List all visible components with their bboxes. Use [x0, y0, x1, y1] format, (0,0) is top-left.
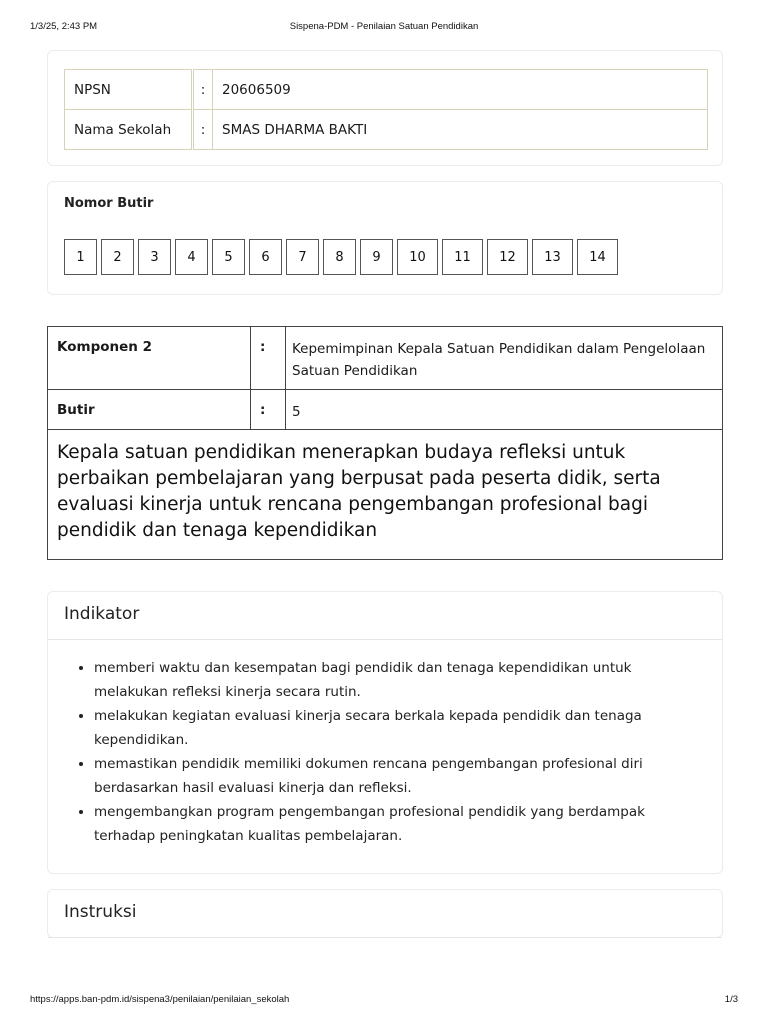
butir-button-2[interactable]: 2	[101, 239, 134, 275]
school-info-table	[64, 69, 708, 150]
butir-nav-title: Nomor Butir	[64, 196, 154, 211]
npsn-separator: :	[193, 70, 213, 110]
indikator-item: • melakukan kegiatan evaluasi kinerja secara berkala kepada pendidik dan tenaga kependidikan.	[94, 704, 702, 752]
school-row-npsn	[65, 70, 708, 110]
indikator-item: • memastikan pendidik memiliki dokumen rencana pengembangan profesional diri berdasarkan hasil evaluasi kinerja dan refleksi.	[94, 752, 702, 800]
print-header	[0, 0, 768, 40]
butir-button-9[interactable]: 9	[360, 239, 393, 275]
indikator-item: • memberi waktu dan kesempatan bagi pendidik dan tenaga kependidikan untuk melakukan refleksi kinerja secara rutin.	[94, 656, 702, 704]
npsn-label: NPSN	[65, 70, 193, 110]
school-info-card	[47, 50, 723, 166]
indikator-item: • mengembangkan program pengembangan profesional pendidik yang berdampak terhadap peningkatan kualitas pembelajaran.	[94, 800, 702, 848]
butir-button-3[interactable]: 3	[138, 239, 171, 275]
indikator-card	[47, 591, 723, 874]
component-row	[48, 327, 723, 390]
print-url: https://apps.ban-pdm.id/sispena3/penilaian/penilaian_sekolah	[30, 994, 290, 1005]
component-separator: :	[251, 327, 286, 390]
instruksi-card	[47, 889, 723, 938]
school-name-value: SMAS DHARMA BAKTI	[213, 110, 708, 150]
statement-row	[48, 430, 723, 560]
indikator-list	[48, 640, 722, 848]
butir-button-5[interactable]: 5	[212, 239, 245, 275]
butir-button-11[interactable]: 11	[442, 239, 483, 275]
butir-nav-list	[64, 239, 622, 275]
npsn-value: 20606509	[213, 70, 708, 110]
butir-row	[48, 390, 723, 430]
indikator-title: Indikator	[48, 592, 722, 640]
butir-statement: Kepala satuan pendidikan menerapkan budaya refleksi untuk perbaikan pembelajaran yang berpusat pada peserta didik, serta evaluasi kinerja untuk rencana pengembangan profesional bagi pendidik dan tenaga kependidikan	[48, 430, 723, 560]
school-name-label: Nama Sekolah	[65, 110, 193, 150]
butir-button-8[interactable]: 8	[323, 239, 356, 275]
butir-button-10[interactable]: 10	[397, 239, 438, 275]
butir-button-14[interactable]: 14	[577, 239, 618, 275]
school-row-name	[65, 110, 708, 150]
butir-button-12[interactable]: 12	[487, 239, 528, 275]
butir-button-7[interactable]: 7	[286, 239, 319, 275]
component-table	[47, 326, 723, 560]
component-value: Kepemimpinan Kepala Satuan Pendidikan dalam Pengelolaan Satuan Pendidikan	[286, 327, 723, 390]
print-footer	[0, 990, 768, 1010]
instruksi-title[interactable]: Instruksi	[48, 890, 722, 938]
component-label: Komponen 2	[48, 327, 251, 390]
butir-button-4[interactable]: 4	[175, 239, 208, 275]
butir-nav-card	[47, 181, 723, 295]
butir-button-13[interactable]: 13	[532, 239, 573, 275]
butir-label: Butir	[48, 390, 251, 430]
print-page-number: 1/3	[724, 994, 738, 1005]
school-name-separator: :	[193, 110, 213, 150]
butir-button-1[interactable]: 1	[64, 239, 97, 275]
print-page-title: Sispena-PDM - Penilaian Satuan Pendidikan	[289, 21, 479, 32]
butir-value: 5	[286, 390, 723, 430]
print-datetime: 1/3/25, 2:43 PM	[30, 21, 98, 32]
butir-separator: :	[251, 390, 286, 430]
butir-button-6[interactable]: 6	[249, 239, 282, 275]
